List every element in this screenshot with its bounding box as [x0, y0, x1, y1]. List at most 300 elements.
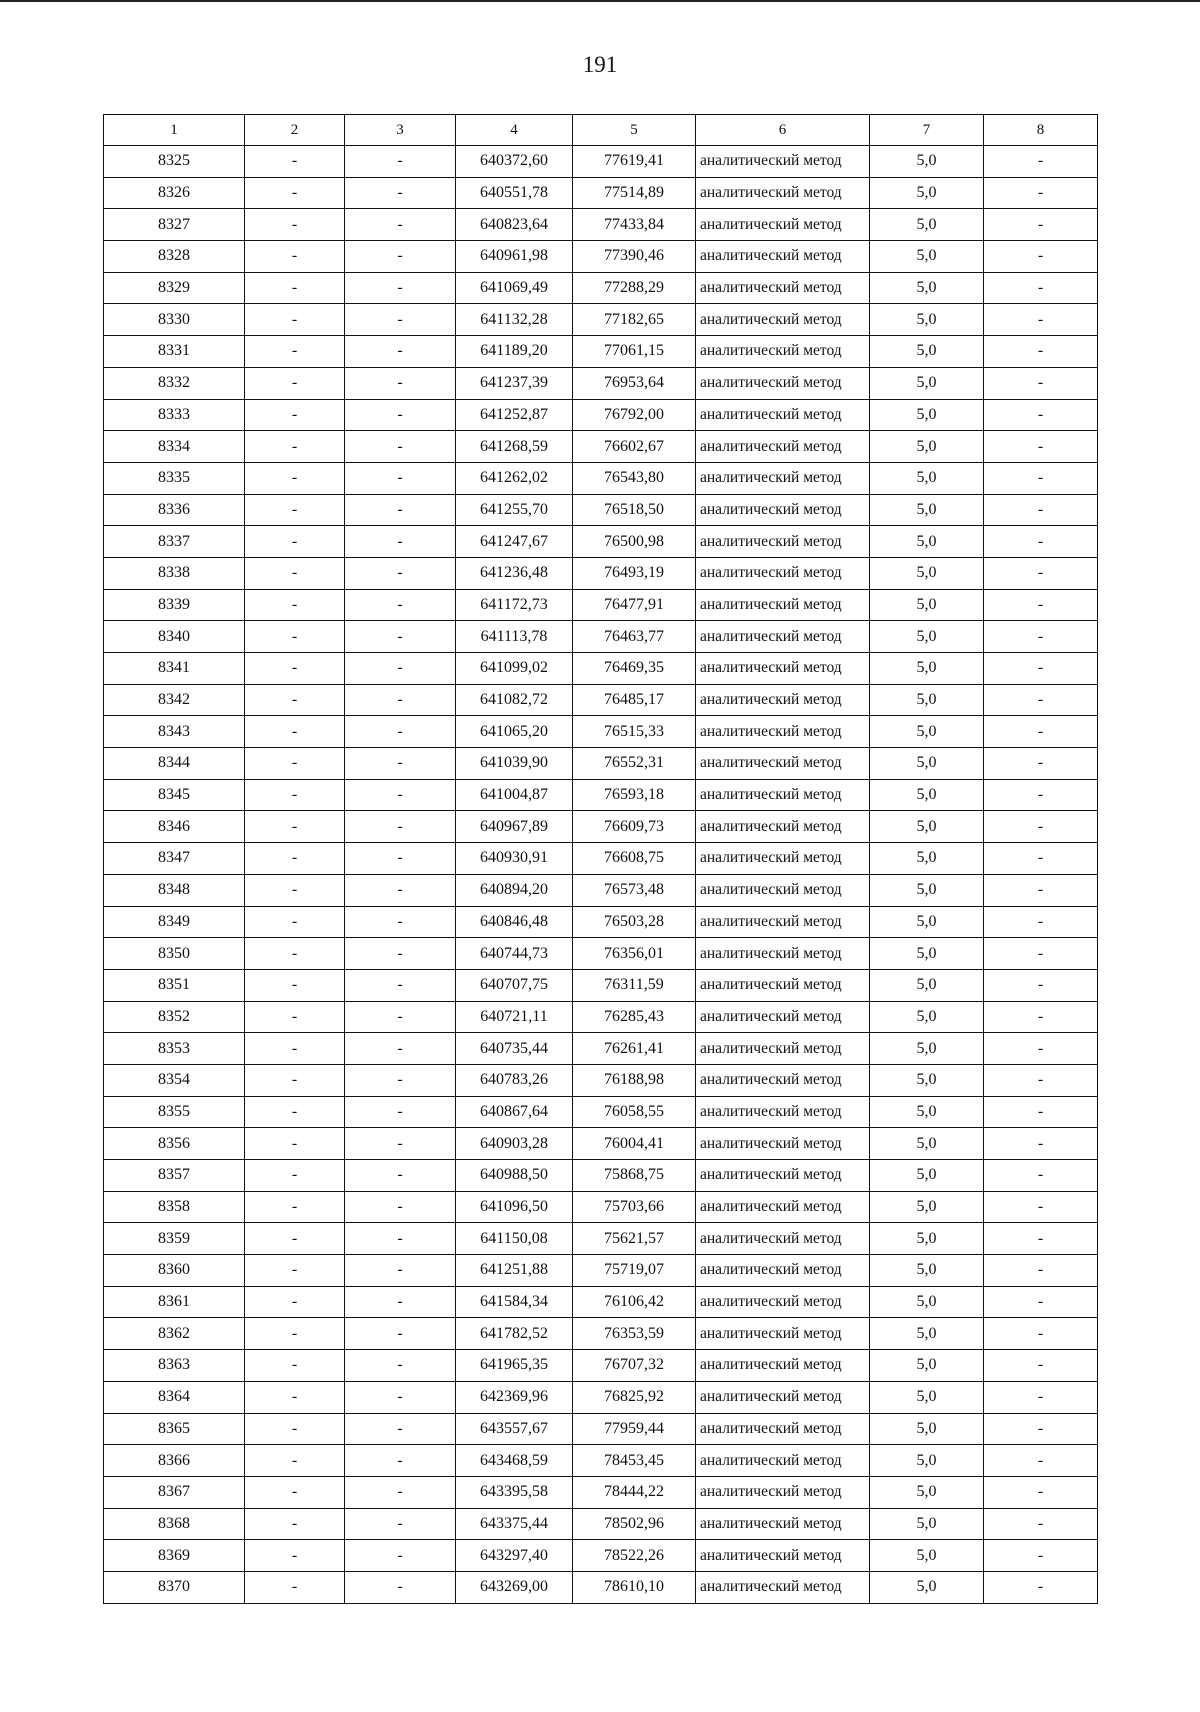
- col3-cell: -: [345, 716, 456, 748]
- y-coordinate-cell: 76792,00: [573, 399, 696, 431]
- accuracy-cell: 5,0: [870, 1160, 984, 1192]
- point-number-cell: 8337: [104, 526, 245, 558]
- y-coordinate-cell: 77959,44: [573, 1413, 696, 1445]
- col3-cell: -: [345, 748, 456, 780]
- col8-cell: -: [984, 272, 1098, 304]
- y-coordinate-cell: 76356,01: [573, 938, 696, 970]
- x-coordinate-cell: 641237,39: [456, 367, 573, 399]
- x-coordinate-cell: 640961,98: [456, 241, 573, 273]
- point-number-cell: 8367: [104, 1476, 245, 1508]
- point-number-cell: 8342: [104, 684, 245, 716]
- table-row: [104, 1413, 1098, 1445]
- y-coordinate-cell: 76543,80: [573, 462, 696, 494]
- col2-cell: -: [245, 684, 345, 716]
- col8-cell: -: [984, 526, 1098, 558]
- table-row: [104, 557, 1098, 589]
- col3-cell: -: [345, 1223, 456, 1255]
- point-number-cell: 8329: [104, 272, 245, 304]
- method-cell: аналитический метод: [696, 748, 870, 780]
- x-coordinate-cell: 641132,28: [456, 304, 573, 336]
- method-cell: аналитический метод: [696, 1350, 870, 1382]
- table-row: [104, 367, 1098, 399]
- point-number-cell: 8364: [104, 1381, 245, 1413]
- x-coordinate-cell: 640744,73: [456, 938, 573, 970]
- column-header: 8: [984, 115, 1098, 146]
- col2-cell: -: [245, 177, 345, 209]
- column-header: 1: [104, 115, 245, 146]
- col8-cell: -: [984, 716, 1098, 748]
- x-coordinate-cell: 642369,96: [456, 1381, 573, 1413]
- accuracy-cell: 5,0: [870, 1033, 984, 1065]
- col2-cell: -: [245, 399, 345, 431]
- page-number: 191: [582, 52, 618, 77]
- y-coordinate-cell: 76188,98: [573, 1064, 696, 1096]
- col3-cell: -: [345, 969, 456, 1001]
- col8-cell: -: [984, 969, 1098, 1001]
- accuracy-cell: 5,0: [870, 874, 984, 906]
- col8-cell: -: [984, 938, 1098, 970]
- method-cell: аналитический метод: [696, 241, 870, 273]
- table-row: [104, 1508, 1098, 1540]
- x-coordinate-cell: 641082,72: [456, 684, 573, 716]
- col2-cell: -: [245, 209, 345, 241]
- col8-cell: -: [984, 494, 1098, 526]
- col2-cell: -: [245, 1381, 345, 1413]
- col3-cell: -: [345, 241, 456, 273]
- col2-cell: -: [245, 1223, 345, 1255]
- col2-cell: -: [245, 874, 345, 906]
- col3-cell: -: [345, 1318, 456, 1350]
- y-coordinate-cell: 76004,41: [573, 1128, 696, 1160]
- col8-cell: -: [984, 589, 1098, 621]
- accuracy-cell: 5,0: [870, 1381, 984, 1413]
- method-cell: аналитический метод: [696, 1381, 870, 1413]
- col3-cell: -: [345, 589, 456, 621]
- method-cell: аналитический метод: [696, 716, 870, 748]
- col3-cell: -: [345, 653, 456, 685]
- col3-cell: -: [345, 526, 456, 558]
- column-header: 2: [245, 115, 345, 146]
- y-coordinate-cell: 76469,35: [573, 653, 696, 685]
- point-number-cell: 8328: [104, 241, 245, 273]
- y-coordinate-cell: 76825,92: [573, 1381, 696, 1413]
- y-coordinate-cell: 78502,96: [573, 1508, 696, 1540]
- y-coordinate-cell: 77514,89: [573, 177, 696, 209]
- x-coordinate-cell: 643297,40: [456, 1540, 573, 1572]
- y-coordinate-cell: 75703,66: [573, 1191, 696, 1223]
- accuracy-cell: 5,0: [870, 969, 984, 1001]
- col8-cell: -: [984, 874, 1098, 906]
- col8-cell: -: [984, 1350, 1098, 1382]
- col2-cell: -: [245, 1413, 345, 1445]
- point-number-cell: 8351: [104, 969, 245, 1001]
- accuracy-cell: 5,0: [870, 906, 984, 938]
- method-cell: аналитический метод: [696, 621, 870, 653]
- y-coordinate-cell: 76503,28: [573, 906, 696, 938]
- method-cell: аналитический метод: [696, 1191, 870, 1223]
- method-cell: аналитический метод: [696, 367, 870, 399]
- column-header: 3: [345, 115, 456, 146]
- x-coordinate-cell: 640867,64: [456, 1096, 573, 1128]
- table-row: [104, 1445, 1098, 1477]
- col8-cell: -: [984, 779, 1098, 811]
- col2-cell: -: [245, 1350, 345, 1382]
- col8-cell: -: [984, 906, 1098, 938]
- point-number-cell: 8350: [104, 938, 245, 970]
- col3-cell: -: [345, 399, 456, 431]
- accuracy-cell: 5,0: [870, 462, 984, 494]
- col3-cell: -: [345, 1540, 456, 1572]
- y-coordinate-cell: 76609,73: [573, 811, 696, 843]
- x-coordinate-cell: 643557,67: [456, 1413, 573, 1445]
- table-row: [104, 621, 1098, 653]
- y-coordinate-cell: 77619,41: [573, 146, 696, 178]
- point-number-cell: 8361: [104, 1286, 245, 1318]
- point-number-cell: 8358: [104, 1191, 245, 1223]
- table-row: [104, 209, 1098, 241]
- method-cell: аналитический метод: [696, 1096, 870, 1128]
- y-coordinate-cell: 76285,43: [573, 1001, 696, 1033]
- y-coordinate-cell: 78453,45: [573, 1445, 696, 1477]
- x-coordinate-cell: 640707,75: [456, 969, 573, 1001]
- col3-cell: -: [345, 1001, 456, 1033]
- col3-cell: -: [345, 1128, 456, 1160]
- point-number-cell: 8331: [104, 336, 245, 368]
- x-coordinate-cell: 643468,59: [456, 1445, 573, 1477]
- method-cell: аналитический метод: [696, 938, 870, 970]
- point-number-cell: 8353: [104, 1033, 245, 1065]
- point-number-cell: 8346: [104, 811, 245, 843]
- x-coordinate-cell: 641236,48: [456, 557, 573, 589]
- x-coordinate-cell: 641584,34: [456, 1286, 573, 1318]
- column-header: 5: [573, 115, 696, 146]
- column-header: 4: [456, 115, 573, 146]
- col8-cell: -: [984, 1540, 1098, 1572]
- accuracy-cell: 5,0: [870, 399, 984, 431]
- x-coordinate-cell: 640551,78: [456, 177, 573, 209]
- col2-cell: -: [245, 621, 345, 653]
- col8-cell: -: [984, 209, 1098, 241]
- col8-cell: -: [984, 304, 1098, 336]
- col3-cell: -: [345, 874, 456, 906]
- col3-cell: -: [345, 1160, 456, 1192]
- point-number-cell: 8344: [104, 748, 245, 780]
- accuracy-cell: 5,0: [870, 779, 984, 811]
- point-number-cell: 8343: [104, 716, 245, 748]
- table-row: [104, 938, 1098, 970]
- x-coordinate-cell: 641255,70: [456, 494, 573, 526]
- col2-cell: -: [245, 811, 345, 843]
- method-cell: аналитический метод: [696, 1286, 870, 1318]
- point-number-cell: 8338: [104, 557, 245, 589]
- y-coordinate-cell: 76608,75: [573, 843, 696, 875]
- x-coordinate-cell: 641150,08: [456, 1223, 573, 1255]
- accuracy-cell: 5,0: [870, 367, 984, 399]
- method-cell: аналитический метод: [696, 1128, 870, 1160]
- col8-cell: -: [984, 462, 1098, 494]
- table-row: [104, 716, 1098, 748]
- method-cell: аналитический метод: [696, 1223, 870, 1255]
- accuracy-cell: 5,0: [870, 494, 984, 526]
- method-cell: аналитический метод: [696, 1255, 870, 1287]
- accuracy-cell: 5,0: [870, 748, 984, 780]
- point-number-cell: 8348: [104, 874, 245, 906]
- method-cell: аналитический метод: [696, 1318, 870, 1350]
- col3-cell: -: [345, 494, 456, 526]
- method-cell: аналитический метод: [696, 431, 870, 463]
- y-coordinate-cell: 76602,67: [573, 431, 696, 463]
- table-row: [104, 1381, 1098, 1413]
- col3-cell: -: [345, 177, 456, 209]
- point-number-cell: 8330: [104, 304, 245, 336]
- y-coordinate-cell: 75621,57: [573, 1223, 696, 1255]
- accuracy-cell: 5,0: [870, 1350, 984, 1382]
- accuracy-cell: 5,0: [870, 938, 984, 970]
- method-cell: аналитический метод: [696, 779, 870, 811]
- table-row: [104, 1223, 1098, 1255]
- col3-cell: -: [345, 1064, 456, 1096]
- col2-cell: -: [245, 336, 345, 368]
- table-row: [104, 779, 1098, 811]
- y-coordinate-cell: 76518,50: [573, 494, 696, 526]
- y-coordinate-cell: 76515,33: [573, 716, 696, 748]
- col3-cell: -: [345, 272, 456, 304]
- method-cell: аналитический метод: [696, 177, 870, 209]
- x-coordinate-cell: 641262,02: [456, 462, 573, 494]
- table-row: [104, 1350, 1098, 1382]
- table-row: [104, 1255, 1098, 1287]
- table-row: [104, 874, 1098, 906]
- x-coordinate-cell: 643375,44: [456, 1508, 573, 1540]
- col8-cell: -: [984, 1571, 1098, 1603]
- col2-cell: -: [245, 748, 345, 780]
- accuracy-cell: 5,0: [870, 811, 984, 843]
- y-coordinate-cell: 76493,19: [573, 557, 696, 589]
- col2-cell: -: [245, 526, 345, 558]
- col8-cell: -: [984, 1381, 1098, 1413]
- point-number-cell: 8332: [104, 367, 245, 399]
- method-cell: аналитический метод: [696, 1540, 870, 1572]
- col8-cell: -: [984, 399, 1098, 431]
- col2-cell: -: [245, 653, 345, 685]
- col8-cell: -: [984, 557, 1098, 589]
- method-cell: аналитический метод: [696, 1445, 870, 1477]
- col3-cell: -: [345, 684, 456, 716]
- col8-cell: -: [984, 1033, 1098, 1065]
- col3-cell: -: [345, 462, 456, 494]
- x-coordinate-cell: 640846,48: [456, 906, 573, 938]
- table-row: [104, 462, 1098, 494]
- method-cell: аналитический метод: [696, 1033, 870, 1065]
- point-number-cell: 8345: [104, 779, 245, 811]
- accuracy-cell: 5,0: [870, 1286, 984, 1318]
- x-coordinate-cell: 641247,67: [456, 526, 573, 558]
- col8-cell: -: [984, 1476, 1098, 1508]
- table-row: [104, 272, 1098, 304]
- accuracy-cell: 5,0: [870, 1001, 984, 1033]
- accuracy-cell: 5,0: [870, 589, 984, 621]
- col3-cell: -: [345, 304, 456, 336]
- point-number-cell: 8347: [104, 843, 245, 875]
- point-number-cell: 8334: [104, 431, 245, 463]
- col2-cell: -: [245, 1191, 345, 1223]
- method-cell: аналитический метод: [696, 1476, 870, 1508]
- table-row: [104, 1476, 1098, 1508]
- table-row: [104, 1064, 1098, 1096]
- col2-cell: -: [245, 589, 345, 621]
- col8-cell: -: [984, 241, 1098, 273]
- y-coordinate-cell: 77433,84: [573, 209, 696, 241]
- col2-cell: -: [245, 1096, 345, 1128]
- col2-cell: -: [245, 557, 345, 589]
- accuracy-cell: 5,0: [870, 146, 984, 178]
- y-coordinate-cell: 76106,42: [573, 1286, 696, 1318]
- method-cell: аналитический метод: [696, 969, 870, 1001]
- x-coordinate-cell: 641099,02: [456, 653, 573, 685]
- accuracy-cell: 5,0: [870, 1255, 984, 1287]
- point-number-cell: 8362: [104, 1318, 245, 1350]
- col2-cell: -: [245, 1540, 345, 1572]
- col8-cell: -: [984, 431, 1098, 463]
- col2-cell: -: [245, 843, 345, 875]
- accuracy-cell: 5,0: [870, 272, 984, 304]
- col2-cell: -: [245, 938, 345, 970]
- col3-cell: -: [345, 1571, 456, 1603]
- col2-cell: -: [245, 1508, 345, 1540]
- method-cell: аналитический метод: [696, 304, 870, 336]
- method-cell: аналитический метод: [696, 526, 870, 558]
- y-coordinate-cell: 76593,18: [573, 779, 696, 811]
- method-cell: аналитический метод: [696, 1413, 870, 1445]
- method-cell: аналитический метод: [696, 811, 870, 843]
- col8-cell: -: [984, 1128, 1098, 1160]
- col3-cell: -: [345, 431, 456, 463]
- y-coordinate-cell: 77182,65: [573, 304, 696, 336]
- col2-cell: -: [245, 969, 345, 1001]
- y-coordinate-cell: 76485,17: [573, 684, 696, 716]
- x-coordinate-cell: 640721,11: [456, 1001, 573, 1033]
- accuracy-cell: 5,0: [870, 177, 984, 209]
- y-coordinate-cell: 76573,48: [573, 874, 696, 906]
- point-number-cell: 8339: [104, 589, 245, 621]
- x-coordinate-cell: 640823,64: [456, 209, 573, 241]
- col8-cell: -: [984, 146, 1098, 178]
- x-coordinate-cell: 641782,52: [456, 1318, 573, 1350]
- y-coordinate-cell: 76058,55: [573, 1096, 696, 1128]
- col8-cell: -: [984, 1064, 1098, 1096]
- method-cell: аналитический метод: [696, 1064, 870, 1096]
- col2-cell: -: [245, 494, 345, 526]
- accuracy-cell: 5,0: [870, 653, 984, 685]
- y-coordinate-cell: 78444,22: [573, 1476, 696, 1508]
- accuracy-cell: 5,0: [870, 1413, 984, 1445]
- accuracy-cell: 5,0: [870, 1540, 984, 1572]
- col8-cell: -: [984, 1191, 1098, 1223]
- col3-cell: -: [345, 1191, 456, 1223]
- col8-cell: -: [984, 684, 1098, 716]
- method-cell: аналитический метод: [696, 272, 870, 304]
- y-coordinate-cell: 76953,64: [573, 367, 696, 399]
- point-number-cell: 8363: [104, 1350, 245, 1382]
- table-row: [104, 1128, 1098, 1160]
- col2-cell: -: [245, 1064, 345, 1096]
- point-number-cell: 8333: [104, 399, 245, 431]
- accuracy-cell: 5,0: [870, 1508, 984, 1540]
- method-cell: аналитический метод: [696, 874, 870, 906]
- accuracy-cell: 5,0: [870, 336, 984, 368]
- point-number-cell: 8369: [104, 1540, 245, 1572]
- col2-cell: -: [245, 431, 345, 463]
- table-row: [104, 748, 1098, 780]
- table-row: [104, 1033, 1098, 1065]
- table-row: [104, 1571, 1098, 1603]
- col2-cell: -: [245, 1445, 345, 1477]
- col3-cell: -: [345, 1286, 456, 1318]
- x-coordinate-cell: 640372,60: [456, 146, 573, 178]
- table-row: [104, 684, 1098, 716]
- col8-cell: -: [984, 367, 1098, 399]
- accuracy-cell: 5,0: [870, 1128, 984, 1160]
- table-row: [104, 304, 1098, 336]
- col3-cell: -: [345, 1413, 456, 1445]
- x-coordinate-cell: 640894,20: [456, 874, 573, 906]
- table-row: [104, 843, 1098, 875]
- col2-cell: -: [245, 1318, 345, 1350]
- col2-cell: -: [245, 146, 345, 178]
- col2-cell: -: [245, 1033, 345, 1065]
- col3-cell: -: [345, 621, 456, 653]
- table-row: [104, 969, 1098, 1001]
- y-coordinate-cell: 75719,07: [573, 1255, 696, 1287]
- table-row: [104, 431, 1098, 463]
- col8-cell: -: [984, 1508, 1098, 1540]
- point-number-cell: 8327: [104, 209, 245, 241]
- point-number-cell: 8325: [104, 146, 245, 178]
- x-coordinate-cell: 641252,87: [456, 399, 573, 431]
- method-cell: аналитический метод: [696, 494, 870, 526]
- accuracy-cell: 5,0: [870, 304, 984, 336]
- accuracy-cell: 5,0: [870, 209, 984, 241]
- col3-cell: -: [345, 367, 456, 399]
- col8-cell: -: [984, 1445, 1098, 1477]
- y-coordinate-cell: 76552,31: [573, 748, 696, 780]
- accuracy-cell: 5,0: [870, 621, 984, 653]
- table-row: [104, 906, 1098, 938]
- y-coordinate-cell: 76261,41: [573, 1033, 696, 1065]
- method-cell: аналитический метод: [696, 906, 870, 938]
- table-row: [104, 653, 1098, 685]
- col3-cell: -: [345, 1445, 456, 1477]
- col3-cell: -: [345, 209, 456, 241]
- col8-cell: -: [984, 1255, 1098, 1287]
- accuracy-cell: 5,0: [870, 684, 984, 716]
- x-coordinate-cell: 640783,26: [456, 1064, 573, 1096]
- point-number-cell: 8359: [104, 1223, 245, 1255]
- col2-cell: -: [245, 1476, 345, 1508]
- col3-cell: -: [345, 557, 456, 589]
- table-row: [104, 589, 1098, 621]
- col8-cell: -: [984, 748, 1098, 780]
- table-row: [104, 1001, 1098, 1033]
- point-number-cell: 8355: [104, 1096, 245, 1128]
- col3-cell: -: [345, 1255, 456, 1287]
- table-row: [104, 399, 1098, 431]
- accuracy-cell: 5,0: [870, 843, 984, 875]
- method-cell: аналитический метод: [696, 209, 870, 241]
- y-coordinate-cell: 76707,32: [573, 1350, 696, 1382]
- col2-cell: -: [245, 304, 345, 336]
- table-row: [104, 177, 1098, 209]
